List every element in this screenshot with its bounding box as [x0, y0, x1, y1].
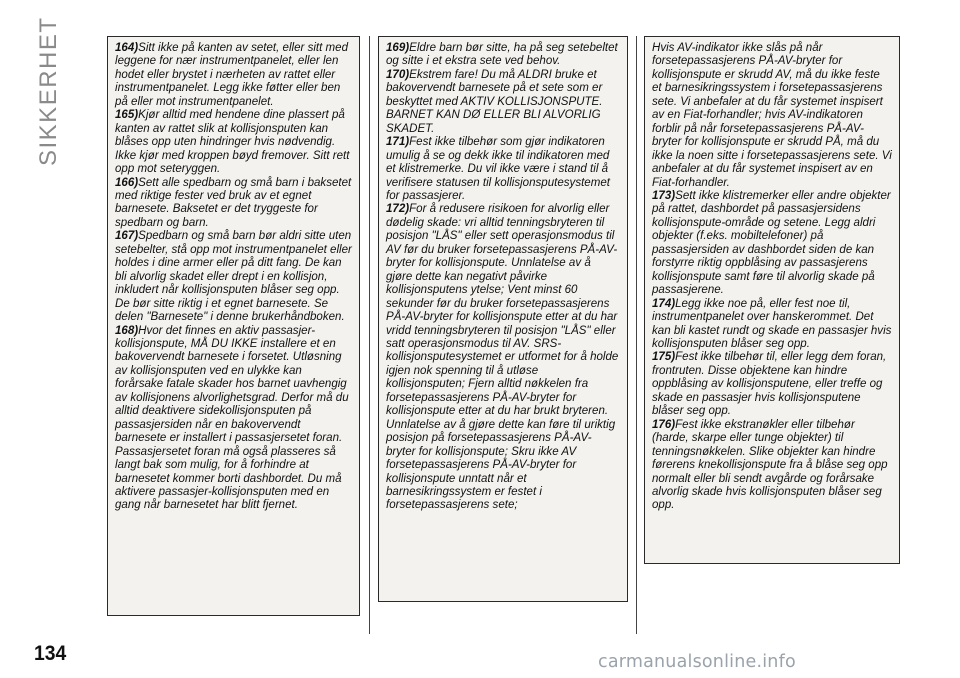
warning-number: 166)	[115, 176, 139, 189]
warning-text: Sitt ikke på kanten av setet, eller sitt med leggene for nær instrumentpanelet, eller len hodet eller brystet i nærheten av rattet eller instrumentpanelet. Legg ikke føtter eller ben på eller mot instrumentpanelet.	[115, 42, 348, 108]
warning-text: Legg ikke noe på, eller fest noe til, instrumentpanelet over hanskerommet. Det kan bli kastet rundt og skade en passasjer hvis kollisjonsputen blåser seg opp.	[652, 297, 892, 350]
warning-paragraph	[652, 419, 892, 513]
warning-text: Fest ikke ekstranøkler eller tilbehør (harde, skarpe eller tunge objekter) til tenningsnøkkelen. Slike objekter kan hindre førerens knekollisjonspute fra å blåse seg opp normalt eller bli sendt avgårde og forårsake alvorlig skade hvis kollisjonsputen blåser seg opp.	[652, 418, 888, 512]
column-divider	[636, 36, 637, 634]
warning-box-right	[644, 36, 900, 564]
warning-number: 172)	[386, 203, 410, 216]
warning-number: 167)	[115, 230, 139, 243]
warning-number: 176)	[652, 418, 676, 431]
watermark: carmanualsonline.info	[598, 652, 796, 672]
warning-number: 173)	[652, 189, 676, 202]
warning-number: 168)	[115, 324, 139, 337]
warning-text: Ekstrem fare! Du må ALDRI bruke et bakovervendt barnesete på et sete som er beskyttet med AKTIV KOLLISJONSPUTE. BARNET KAN DØ ELLER BLI ALVORLIG SKADET.	[386, 68, 603, 135]
warning-paragraph	[652, 190, 892, 298]
warning-paragraph	[115, 42, 352, 109]
warning-number: 164)	[115, 42, 139, 54]
warning-paragraph	[386, 203, 620, 512]
warning-number: 169)	[386, 42, 410, 54]
warning-text: Sett ikke klistremerker eller andre objekter på rattet, dashbordet på passasjersidens kollisjonspute-område og setene. Legg aldri objekter (f.eks. mobiltelefoner) på passasjersiden av dashbordet siden de kan forstyrre riktig oppblåsing av passasjerens kollisjonspute samt føre til alvorlig skade på passasjerene.	[652, 189, 891, 297]
warning-number: 170)	[386, 68, 410, 81]
warning-paragraph	[115, 325, 352, 513]
warning-text: For å redusere risikoen for alvorlig eller dødelig skade: vri alltid tenningsbryteren til posisjon "LÅS" eller sett operasjonsmodus til AV før du bruker forsetepassasjerens PÅ-AV-bryter for kollisjonspute. Unnlatelse av å gjøre dette kan negativt påvirke kollisjonsputens ytelse; Vent minst 60 sekunder før du bruker forsetepassasjerens PÅ-AV-bryter for kollisjonspute etter at du har vridd tenningsbryteren til posisjon "LÅS" eller satt operasjonsmodus til AV. SRS-kollisjonsputesystemet er utformet for å holde igjen nok spenning til å utløse kollisjonsputen; Fjern alltid nøkkelen fra forsetepassasjerens PÅ-AV-bryter for kollisjonspute etter at du har brukt bryteren. Unnlatelse av å gjøre dette kan føre til uriktig posisjon på forsetepassasjerens PÅ-AV-bryter for kollisjonspute; Skru ikke AV forsetepassasjerens PÅ-AV-bryter for kollisjonspute unntatt når et barnesikringssystem er festet i forsetepassasjerens sete;	[386, 203, 619, 512]
warning-text: Hvor det finnes en aktiv passasjer-kollisjonspute, MÅ DU IKKE installere et en bakovervendt barnesete i forsetet. Utløsning av kollisjonsputen ved en ulykke kan forårsake fatale skader hos barnet uavhengig av kollisjonens alvorlighetsgrad. Derfor må du alltid deaktivere sidekollisjonsputen på passasjersiden når en bakovervendt barnesete er installert i passasjersetet foran. Passasjersetet foran må også plasseres så langt bak som mulig, for å forhindre at barnesetet kommer borti dashbordet. Du må aktivere passasjer-kollisjonsputen med en gang når barnesetet har blitt fjernet.	[115, 324, 349, 512]
warning-box-left	[107, 36, 360, 616]
warning-text: Spedbarn og små barn bør aldri sitte uten setebelter, stå opp mot instrumentpanelet eller holdes i dine armer eller på ditt fang. De kan bli alvorlig skadet eller drept i en kollisjon, inkludert når kollisjonsputen blåser seg opp. De bør sitte riktig i et egnet barnesete. Se delen "Barnesete" i denne brukerhåndboken.	[115, 230, 352, 324]
warning-number: 175)	[652, 351, 676, 364]
warning-paragraph	[115, 109, 352, 176]
warning-text: Eldre barn bør sitte, ha på seg setebeltet og sitte i et ekstra sete ved behov.	[386, 42, 618, 68]
warning-paragraph	[115, 230, 352, 324]
warning-number: 165)	[115, 109, 139, 122]
warning-text: Hvis AV-indikator ikke slås på når forsetepassasjerens PÅ-AV-bryter for kollisjonspute er skrudd AV, må du ikke feste et barnesikringssystem i forsetepassasjerens sete. Vi anbefaler at du får systemet inspisert av en Fiat-forhandler; hvis AV-indikatoren forblir på når forsetepassasjerens PÅ-AV-bryter for kollisjonspute er skrudd PÅ, må du ikke la noen sitte i forsetepassasjerens sete. Vi anbefaler at du får systemet inspisert av en Fiat-forhandler.	[652, 42, 892, 189]
warning-text: Fest ikke tilbehør til, eller legg dem foran, frontruten. Disse objektene kan hindre oppblåsing av kollisjonsputene, eller treffe og skade en passasjer hvis kollisjonsputene blåser seg opp.	[652, 351, 887, 418]
warning-paragraph	[652, 42, 892, 190]
warning-paragraph	[386, 136, 620, 203]
warning-number: 171)	[386, 136, 410, 149]
warning-text: Sett alle spedbarn og små barn i baksetet med riktige fester ved bruk av et egnet barnesete. Baksetet er det tryggeste for spedbarn og barn.	[115, 176, 352, 229]
warning-paragraph	[115, 177, 352, 231]
column-divider	[369, 36, 370, 634]
page-number: 134	[34, 642, 67, 665]
warning-paragraph	[652, 351, 892, 418]
warning-number: 174)	[652, 297, 676, 310]
warning-paragraph	[386, 69, 620, 136]
warning-text: Kjør alltid med hendene dine plassert på kanten av rattet slik at kollisjonsputen kan blåses opp uten hindringer hvis nødvendig. Ikke kjør med kroppen bøyd fremover. Sitt rett opp mot seteryggen.	[115, 109, 350, 176]
warning-paragraph	[386, 42, 620, 69]
svg-text:SIKKERHET: SIKKERHET	[35, 16, 62, 166]
section-title	[14, 12, 70, 172]
warning-paragraph	[652, 298, 892, 352]
warning-box-middle	[378, 36, 628, 602]
warning-text: Fest ikke tilbehør som gjør indikatoren umulig å se og dekk ikke til indikatoren med et klistremerke. Du vil ikke være i stand til å verifisere statusen til kollisjonsputesystemet for passasjerer.	[386, 136, 610, 202]
